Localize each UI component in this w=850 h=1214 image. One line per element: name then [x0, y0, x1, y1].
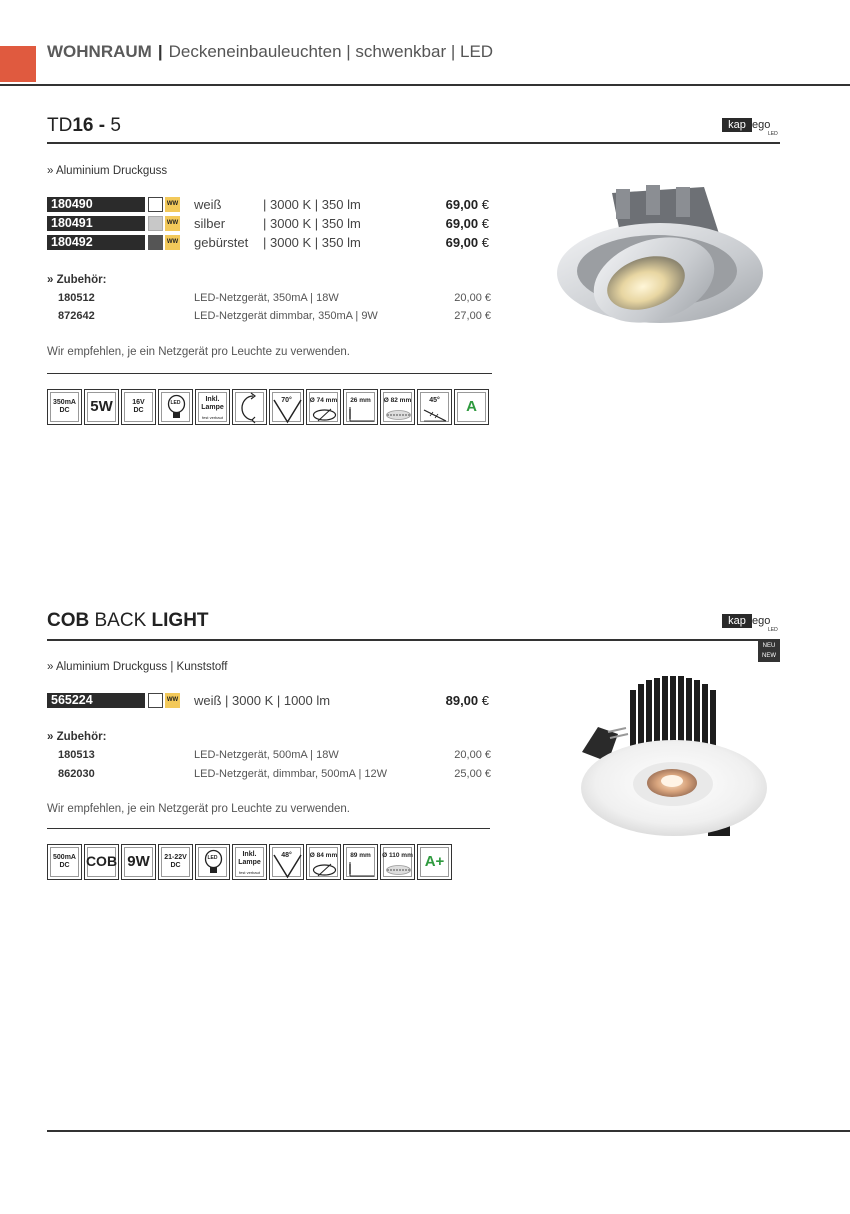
- accessories-label: » Zubehör:: [47, 274, 107, 286]
- header-category: WOHNRAUM: [47, 42, 152, 61]
- article-number: 180492: [47, 235, 145, 250]
- accessory-row: 180513 LED-Netzgerät, 500mA | 18W 20,00 €: [58, 749, 491, 761]
- current-icon: 350mA DC: [47, 389, 82, 425]
- product-photo: [554, 183, 766, 333]
- diameter-icon: Ø 84 mm: [306, 844, 341, 880]
- rotate-icon: [232, 389, 267, 425]
- accessory-row: 862030 LED-Netzgerät, dimmbar, 500mA | 12W 25,00 €: [58, 768, 491, 780]
- color-swatch: [148, 235, 163, 250]
- voltage-icon: 16V DC: [121, 389, 156, 425]
- article-number: 180490: [47, 197, 145, 212]
- color-swatch: [148, 693, 163, 708]
- header-separator: |: [157, 42, 163, 61]
- new-badge: NEU NEW: [758, 640, 780, 662]
- led-bulb-icon: LED: [158, 389, 193, 425]
- included-lamp-icon: Inkl. Lampe fest verbaut: [232, 844, 267, 880]
- section-color-tab: [0, 46, 36, 82]
- recommendation-note: Wir empfehlen, je ein Netzgerät pro Leuchte zu verwenden.: [47, 803, 350, 815]
- accessories-label: » Zubehör:: [47, 731, 107, 743]
- variant-price: 69,00 €: [445, 235, 489, 250]
- product-title: TD16 - 5: [47, 115, 121, 136]
- header-rule: [0, 84, 850, 86]
- variant-color: silber: [194, 216, 226, 231]
- variant-price: 89,00 €: [445, 693, 489, 708]
- header-subtitle: Deckeneinbauleuchten | schwenkbar | LED: [168, 42, 494, 61]
- beam-angle-icon: 48°: [269, 844, 304, 880]
- material-text: » Aluminium Druckguss: [47, 165, 168, 177]
- icons-rule: [47, 828, 490, 829]
- diameter-icon: Ø 74 mm: [306, 389, 341, 425]
- variant-spec: | 3000 K | 350 lm: [263, 197, 361, 212]
- led-bulb-icon: LED: [195, 844, 230, 880]
- energy-class-icon: A+: [417, 844, 452, 880]
- page-header: [47, 42, 493, 62]
- color-swatch: [148, 197, 163, 212]
- product-title: COB BACK LIGHT: [47, 610, 209, 631]
- variant-color: weiß: [194, 197, 222, 212]
- warm-white-badge: WW: [165, 197, 180, 212]
- variant-row: [47, 235, 497, 251]
- variant-row: [47, 216, 497, 232]
- icons-rule: [47, 373, 492, 374]
- variant-spec: | 3000 K | 350 lm: [263, 216, 361, 231]
- beam-angle-icon: 70°: [269, 389, 304, 425]
- wattage-icon: 9W: [121, 844, 156, 880]
- cutout-icon: Ø 110 mm: [380, 844, 415, 880]
- voltage-icon: 21-22V DC: [158, 844, 193, 880]
- tilt-icon: 45°: [417, 389, 452, 425]
- material-text: » Aluminium Druckguss | Kunststoff: [47, 661, 228, 673]
- energy-class-icon: A: [454, 389, 489, 425]
- warm-white-badge: WW: [165, 693, 180, 708]
- article-number: 565224: [47, 693, 145, 708]
- current-icon: 500mA DC: [47, 844, 82, 880]
- variant-row: [47, 197, 497, 213]
- color-swatch: [148, 216, 163, 231]
- warm-white-badge: WW: [165, 235, 180, 250]
- title-rule: [47, 142, 780, 144]
- article-number: 180491: [47, 216, 145, 231]
- product-photo: [578, 672, 768, 842]
- variant-row: [47, 693, 497, 709]
- variant-price: 69,00 €: [445, 216, 489, 231]
- recommendation-note: Wir empfehlen, je ein Netzgerät pro Leuchte zu verwenden.: [47, 346, 350, 358]
- brand-logo: kap ego LED: [722, 614, 780, 634]
- variant-price: 69,00 €: [445, 197, 489, 212]
- included-lamp-icon: Inkl. Lampe fest verbaut: [195, 389, 230, 425]
- warm-white-badge: WW: [165, 216, 180, 231]
- title-rule: [47, 639, 780, 641]
- wattage-icon: 5W: [84, 389, 119, 425]
- variant-color: gebürstet: [194, 235, 249, 250]
- variant-color: weiß | 3000 K | 1000 lm: [194, 693, 331, 708]
- brand-logo: kap ego LED: [722, 118, 780, 138]
- depth-icon: 26 mm: [343, 389, 378, 425]
- cutout-icon: Ø 82 mm: [380, 389, 415, 425]
- footer-rule: [47, 1130, 850, 1132]
- depth-icon: 89 mm: [343, 844, 378, 880]
- accessory-row: 872642 LED-Netzgerät dimmbar, 350mA | 9W 27,00 €: [58, 310, 491, 322]
- cob-icon: COB: [84, 844, 119, 880]
- variant-spec: | 3000 K | 350 lm: [263, 235, 361, 250]
- accessory-row: 180512 LED-Netzgerät, 350mA | 18W 20,00 €: [58, 292, 491, 304]
